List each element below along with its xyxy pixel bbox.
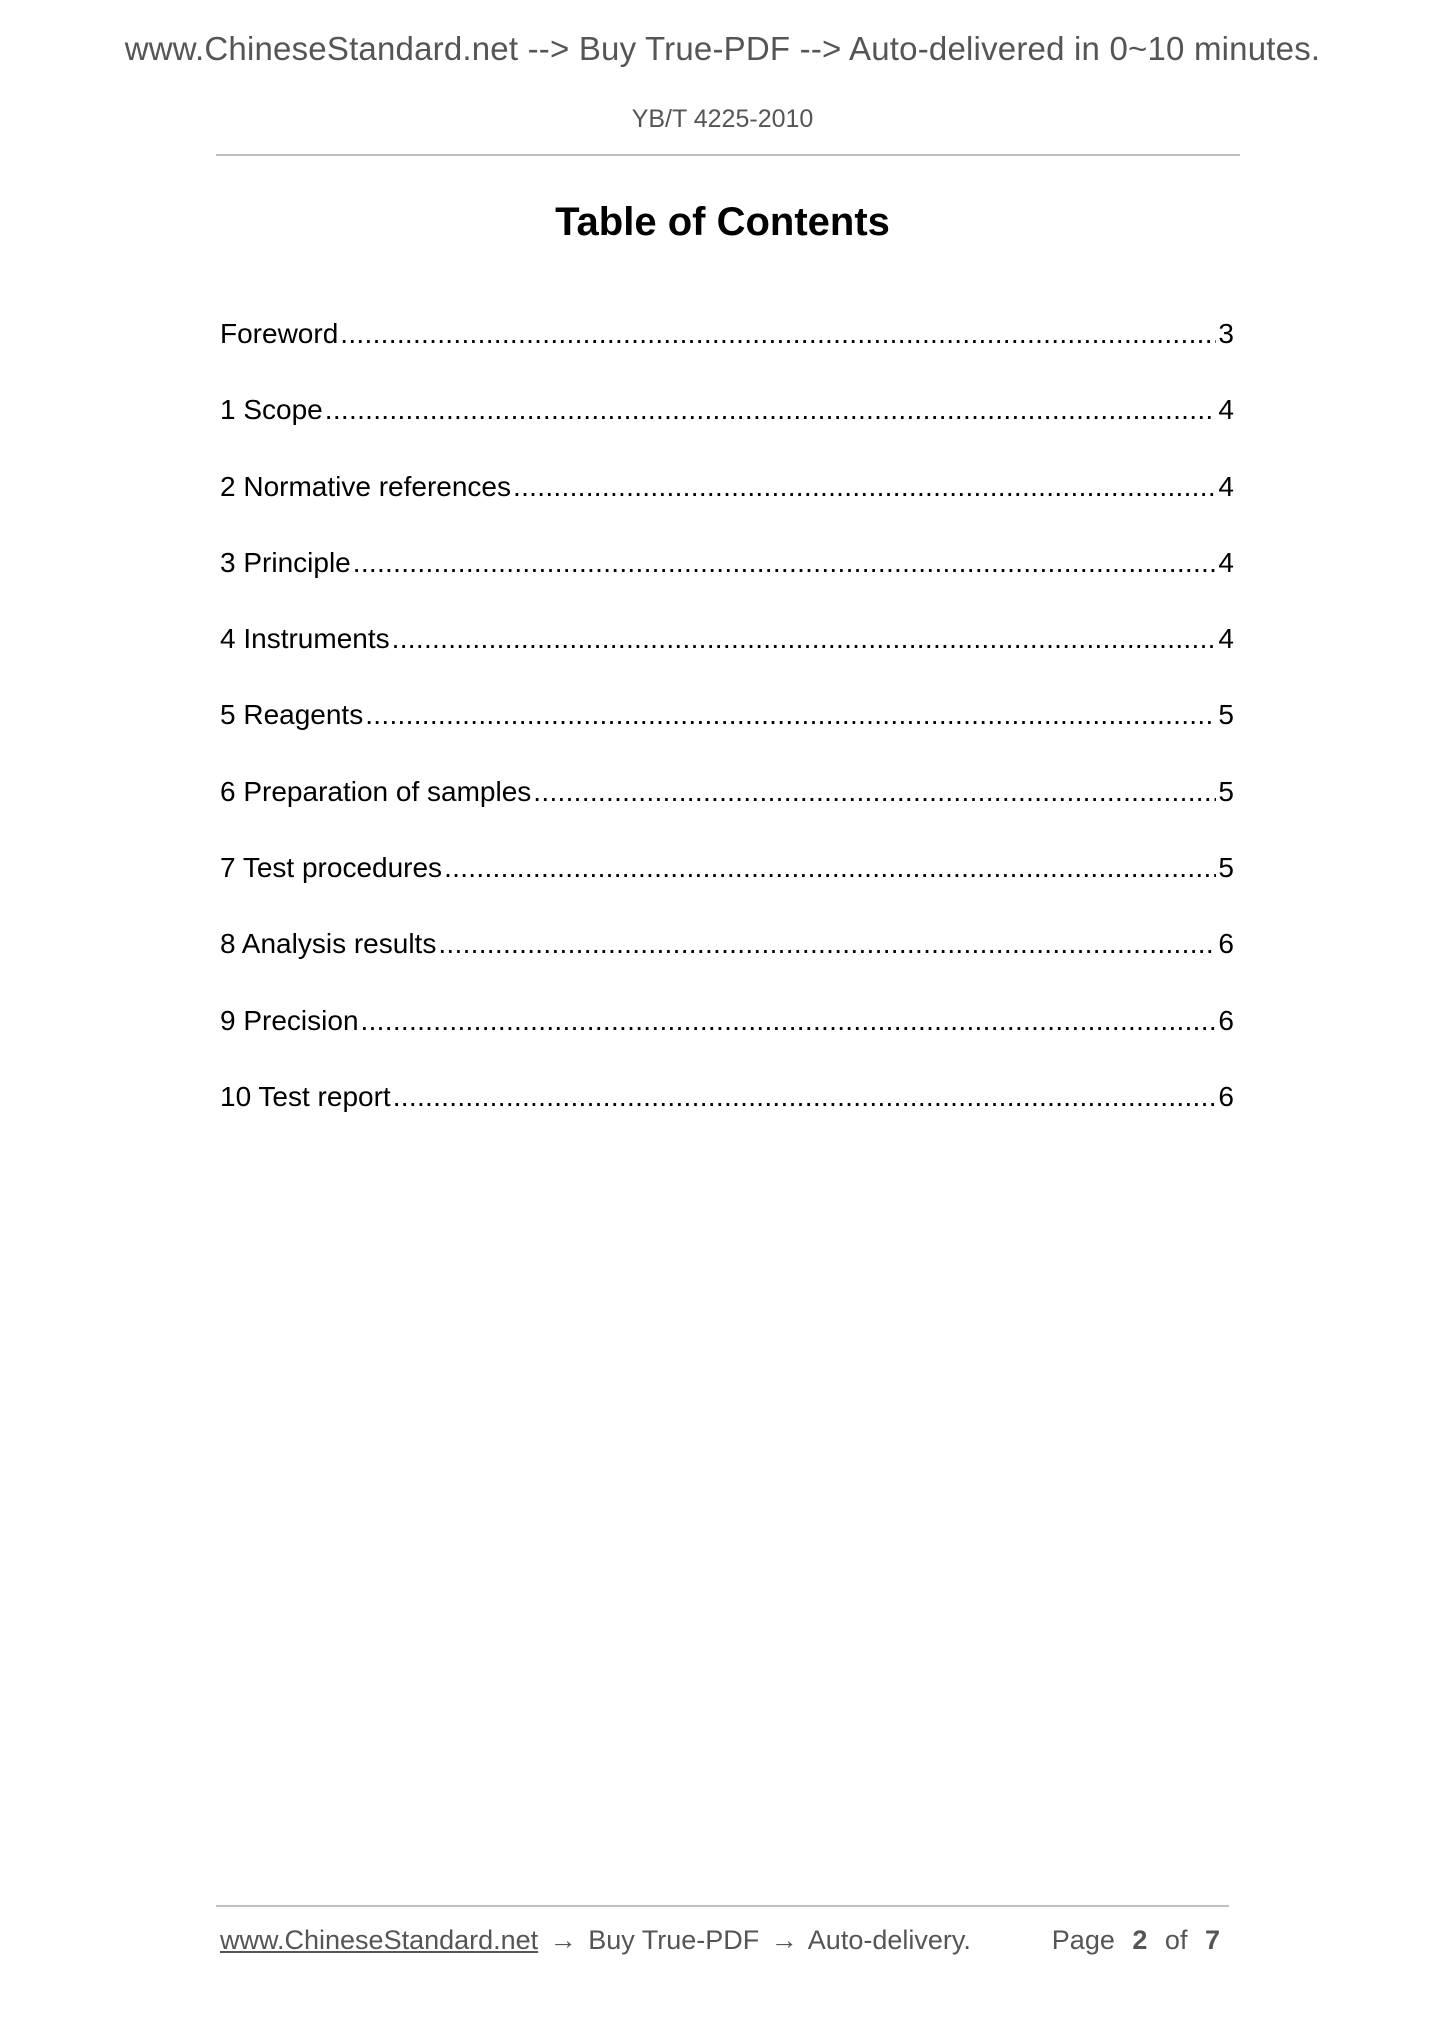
footer-site-link[interactable]: www.ChineseStandard.net	[220, 1925, 539, 1955]
page-word: Page	[1051, 1925, 1115, 1955]
toc-entry-preparation-of-samples[interactable]	[220, 776, 1234, 852]
toc-dot-leader	[533, 776, 1216, 808]
toc-entry-instruments[interactable]	[220, 623, 1234, 699]
toc-dot-leader	[392, 623, 1217, 655]
header-divider	[216, 154, 1240, 156]
toc-entry-label: 1 Scope	[220, 394, 323, 426]
footer-promo	[220, 1925, 971, 1956]
toc-entry-normative-references[interactable]	[220, 471, 1234, 547]
page-title: Table of Contents	[555, 200, 890, 244]
arrow-right-icon: →	[549, 1925, 577, 1955]
of-word: of	[1164, 1925, 1188, 1955]
arrow-right-icon: →	[770, 1925, 798, 1955]
total-pages-number: 7	[1204, 1925, 1220, 1955]
toc-entry-page: 5	[1218, 852, 1234, 884]
toc-entry-label: 10 Test report	[220, 1080, 391, 1112]
site-banner: www.ChineseStandard.net --> Buy True-PDF --> Auto-delivered in 0~10 minutes.	[124, 30, 1321, 67]
toc-entry-page: 5	[1218, 699, 1234, 731]
standard-code: YB/T 4225-2010	[631, 105, 814, 133]
toc-dot-leader	[513, 471, 1216, 503]
toc-entry-label: 5 Reagents	[220, 699, 364, 731]
toc-dot-leader	[340, 318, 1216, 350]
footer-delivery-text: Auto-delivery.	[807, 1925, 971, 1955]
toc-entry-test-report[interactable]	[220, 1081, 1234, 1157]
toc-entry-page: 4	[1218, 394, 1234, 426]
toc-entry-label: 7 Test procedures	[220, 852, 443, 884]
toc-entry-page: 5	[1218, 775, 1234, 807]
toc-entry-test-procedures[interactable]	[220, 852, 1234, 928]
toc-entry-foreword[interactable]	[220, 318, 1234, 394]
current-page-number: 2	[1132, 1925, 1148, 1955]
toc-entry-principle[interactable]	[220, 547, 1234, 623]
toc-entry-page: 6	[1218, 1004, 1234, 1036]
toc-entry-page: 6	[1218, 1080, 1234, 1112]
toc-entry-reagents[interactable]	[220, 699, 1234, 775]
toc-entry-label: Foreword	[220, 318, 339, 349]
toc-entry-page: 6	[1218, 928, 1234, 960]
footer-buy-text: Buy True-PDF	[588, 1925, 760, 1955]
toc-entry-analysis-results[interactable]	[220, 928, 1234, 1004]
toc-dot-leader	[361, 1005, 1217, 1037]
page-indicator	[1052, 1925, 1230, 1956]
toc-entry-label: 4 Instruments	[220, 623, 390, 655]
toc-dot-leader	[393, 1081, 1217, 1113]
toc-entry-label: 2 Normative references	[220, 470, 512, 502]
toc-dot-leader	[444, 852, 1216, 884]
toc-dot-leader	[325, 394, 1217, 426]
toc-entry-page: 4	[1218, 470, 1234, 502]
toc-entry-page: 3	[1218, 318, 1234, 349]
toc-dot-leader	[353, 547, 1217, 579]
toc-dot-leader	[365, 699, 1216, 731]
footer-divider	[216, 1905, 1229, 1907]
toc-entry-scope[interactable]	[220, 394, 1234, 470]
toc-list	[220, 318, 1234, 1157]
toc-entry-page: 4	[1218, 546, 1234, 578]
toc-entry-label: 9 Precision	[220, 1004, 359, 1036]
toc-dot-leader	[438, 928, 1216, 960]
toc-entry-precision[interactable]	[220, 1005, 1234, 1081]
toc-entry-page: 4	[1218, 623, 1234, 655]
page-footer	[220, 1925, 1230, 1956]
toc-entry-label: 6 Preparation of samples	[220, 775, 532, 807]
toc-entry-label: 3 Principle	[220, 546, 351, 578]
toc-entry-label: 8 Analysis results	[220, 928, 437, 960]
